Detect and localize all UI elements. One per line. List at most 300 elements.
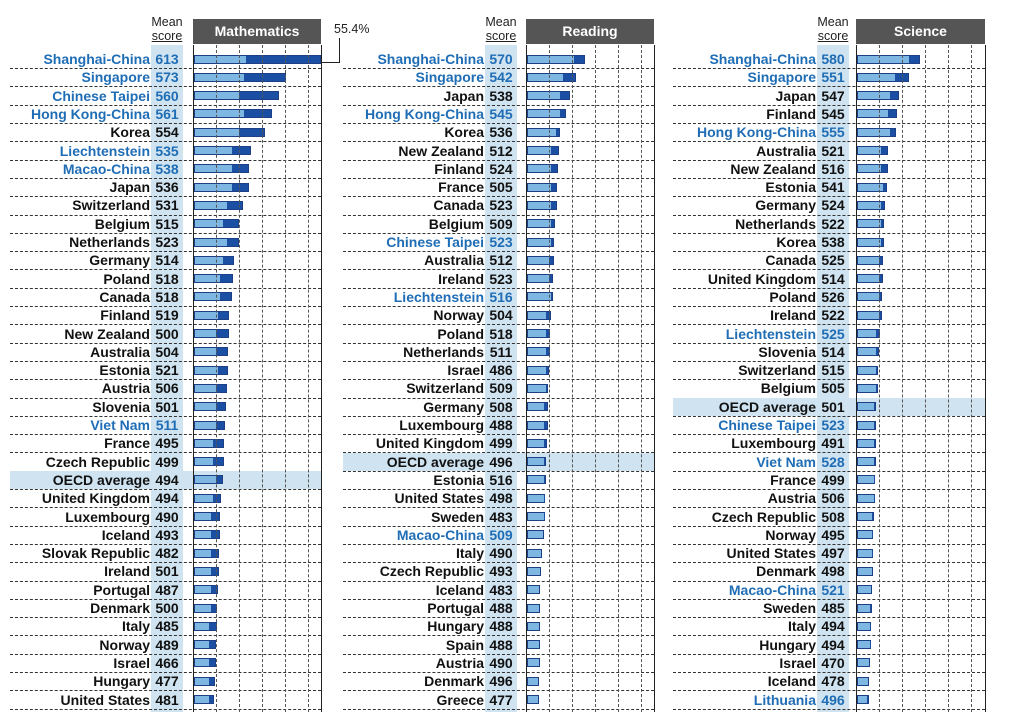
- science-axis: [856, 45, 857, 712]
- mean-score-value: 478: [821, 673, 845, 690]
- mean-score-value: 521: [821, 142, 845, 159]
- mean-score-value: 495: [821, 526, 845, 543]
- percentage-bar: [857, 91, 899, 100]
- mean-score-value: 526: [821, 288, 845, 305]
- percentage-bar: [857, 109, 897, 118]
- mean-score-value: 488: [489, 600, 513, 616]
- country-name: Hungary: [427, 618, 484, 635]
- country-name: Norway: [765, 526, 816, 543]
- bar-light-segment: [858, 275, 879, 282]
- country-name: Luxembourg: [65, 508, 150, 525]
- bar-light-segment: [858, 495, 874, 502]
- percentage-bar: [857, 128, 896, 137]
- percentage-bar: [857, 622, 871, 631]
- country-name: Lithuania: [753, 691, 816, 708]
- mean-score-value: 494: [155, 490, 179, 507]
- mean-score-value: 514: [155, 252, 179, 269]
- bar-light-segment: [858, 330, 876, 337]
- mean-score-value: 485: [155, 618, 179, 635]
- percentage-bar: [857, 201, 885, 210]
- mean-score-value: 505: [489, 179, 513, 196]
- bar-dark-segment: [888, 110, 895, 117]
- mean-score-value: 490: [155, 508, 179, 525]
- country-name: Slovak Republic: [41, 545, 150, 562]
- bar-light-segment: [858, 696, 867, 703]
- country-name: Hong Kong-China: [697, 124, 816, 141]
- mean-score-value: 613: [155, 51, 179, 67]
- mean-score-value: 490: [489, 654, 513, 671]
- mean-score-value: 496: [489, 673, 513, 690]
- bar-light-segment: [858, 678, 868, 685]
- country-name: Macao-China: [728, 581, 816, 598]
- bar-dark-segment: [881, 147, 887, 154]
- mean-score-value: 488: [489, 636, 513, 653]
- bar-light-segment: [858, 239, 881, 246]
- country-name: Singapore: [747, 69, 816, 86]
- mean-score-value: 477: [489, 691, 513, 708]
- country-name: Chinese Taipei: [718, 417, 816, 433]
- bar-light-segment: [858, 458, 874, 465]
- mean-score-value: 523: [489, 197, 513, 214]
- country-name: Liechtenstein: [393, 288, 484, 305]
- country-name: Netherlands: [403, 343, 484, 360]
- country-name: Shanghai-China: [709, 51, 816, 67]
- bar-dark-segment: [909, 56, 919, 63]
- mean-score-value: 488: [489, 417, 513, 433]
- mean-score-value: 477: [155, 673, 179, 690]
- mean-score-value: 554: [155, 124, 179, 141]
- mean-score-value: 522: [821, 307, 845, 324]
- bar-light-segment: [858, 659, 869, 666]
- percentage-bar: [857, 530, 873, 539]
- percentage-bar: [857, 658, 870, 667]
- row-separator: [673, 709, 985, 710]
- country-name: Korea: [110, 124, 150, 141]
- percentage-bar: [857, 640, 871, 649]
- mean-score-value: 481: [155, 691, 179, 708]
- country-name: Estonia: [765, 179, 816, 196]
- bar-dark-segment: [876, 348, 878, 355]
- country-name: Japan: [443, 87, 484, 104]
- percentage-bar: [857, 219, 884, 228]
- country-name: Sweden: [763, 600, 816, 616]
- country-name: Finland: [434, 160, 484, 177]
- mean-score-value: 518: [155, 288, 179, 305]
- country-name: Hungary: [93, 673, 150, 690]
- mean-score-value: 518: [489, 325, 513, 342]
- mean-score-value: 505: [821, 380, 845, 397]
- bar-dark-segment: [874, 440, 875, 447]
- vertical-gridline: [925, 45, 926, 712]
- country-name: Canada: [765, 252, 816, 269]
- mean-score-value: 538: [489, 87, 513, 104]
- percentage-bar: [857, 475, 875, 484]
- percentage-bar: [857, 677, 869, 686]
- mean-score-value: 515: [821, 362, 845, 379]
- country-name: Poland: [103, 270, 150, 287]
- country-name: Spain: [445, 636, 484, 653]
- mean-score-value: 506: [821, 490, 845, 507]
- country-name: United States: [60, 691, 150, 708]
- mean-score-value: 498: [489, 490, 513, 507]
- country-name: Poland: [769, 288, 816, 305]
- mean-score-value: 483: [489, 581, 513, 598]
- country-name: Singapore: [81, 69, 150, 86]
- mean-score-value: 487: [155, 581, 179, 598]
- mean-score-value: 509: [489, 380, 513, 397]
- bar-dark-segment: [872, 550, 873, 557]
- country-name: Hong Kong-China: [365, 105, 484, 122]
- mean-score-value: 499: [489, 435, 513, 452]
- vertical-gridline: [902, 45, 903, 712]
- percentage-bar: [857, 384, 878, 393]
- country-name: Hungary: [759, 636, 816, 653]
- mean-score-value: 519: [155, 307, 179, 324]
- country-name: Macao-China: [62, 160, 150, 177]
- bar-dark-segment: [881, 220, 883, 227]
- mean-score-value: 518: [155, 270, 179, 287]
- country-name: Israel: [113, 654, 150, 671]
- country-name: OECD average: [386, 453, 484, 470]
- mean-score-value: 525: [821, 325, 845, 342]
- mean-score-value: 551: [821, 69, 845, 86]
- mean-score-value: 494: [155, 471, 179, 488]
- mean-score-value: 515: [155, 215, 179, 232]
- mean-score-value: 516: [489, 471, 513, 488]
- percentage-bar: [857, 311, 882, 320]
- country-name: OECD average: [52, 471, 150, 488]
- vertical-gridline: [879, 45, 880, 712]
- mean-score-value: 514: [821, 343, 845, 360]
- country-name: Germany: [89, 252, 150, 269]
- mean-score-value: 523: [821, 417, 845, 433]
- bar-light-segment: [858, 367, 876, 374]
- bar-light-segment: [858, 440, 874, 447]
- country-name: Liechtenstein: [725, 325, 816, 342]
- country-name: Italy: [455, 545, 484, 562]
- bar-dark-segment: [881, 239, 883, 246]
- percentage-bar: [857, 457, 876, 466]
- country-name: Netherlands: [69, 234, 150, 250]
- mean-score-value: 521: [821, 581, 845, 598]
- mean-score-value: 493: [155, 526, 179, 543]
- mean-score-value: 509: [489, 526, 513, 543]
- mean-score-value: 504: [489, 307, 513, 324]
- percentage-bar: [857, 329, 880, 338]
- country-name: Shanghai-China: [377, 51, 484, 67]
- country-name: Iceland: [435, 581, 484, 598]
- country-name: Denmark: [90, 600, 150, 616]
- country-name: Chinese Taipei: [52, 87, 150, 104]
- country-name: Portugal: [93, 581, 150, 598]
- mean-score-value: 482: [155, 545, 179, 562]
- bar-light-segment: [858, 92, 890, 99]
- bar-light-segment: [858, 422, 874, 429]
- science-mean-score-header: [813, 15, 853, 43]
- mean-score-value: 490: [489, 545, 513, 562]
- country-name: Norway: [433, 307, 484, 324]
- vertical-gridline: [971, 45, 972, 712]
- score-label: score: [485, 29, 517, 43]
- mean-score-value: 485: [821, 600, 845, 616]
- country-name: Switzerland: [406, 380, 484, 397]
- bar-light-segment: [858, 531, 872, 538]
- bar-light-segment: [858, 385, 876, 392]
- mean-score-value: 555: [821, 124, 845, 141]
- country-name: Hong Kong-China: [31, 105, 150, 122]
- bar-dark-segment: [881, 165, 887, 172]
- mean-score-value: 547: [821, 87, 845, 104]
- country-name: Viet Nam: [90, 417, 150, 433]
- mean-score-value: 536: [155, 179, 179, 196]
- percentage-bar: [857, 146, 888, 155]
- percentage-bar: [857, 512, 874, 521]
- bar-light-segment: [858, 348, 876, 355]
- country-name: Belgium: [94, 215, 150, 232]
- mean-score-value: 501: [155, 398, 179, 415]
- country-name: United Kingdom: [41, 490, 150, 507]
- mean-score-value: 521: [155, 362, 179, 379]
- country-name: Australia: [424, 252, 484, 269]
- country-name: Italy: [121, 618, 150, 635]
- percentage-bar: [857, 567, 873, 576]
- mean-score-value: 560: [155, 87, 179, 104]
- country-name: Germany: [755, 197, 816, 214]
- country-name: Portugal: [427, 600, 484, 616]
- score-label: score: [151, 29, 183, 43]
- bar-dark-segment: [870, 623, 871, 630]
- mean-score-value: 516: [821, 160, 845, 177]
- mean-score-value: 570: [489, 51, 513, 67]
- percentage-bar: [857, 164, 888, 173]
- mathematics-title: Mathematics: [193, 19, 321, 44]
- percentage-bar: [857, 494, 875, 503]
- country-name: Israel: [447, 362, 484, 379]
- mean-score-value: 541: [821, 179, 845, 196]
- country-name: Poland: [437, 325, 484, 342]
- mean-score-value: 494: [821, 636, 845, 653]
- bar-light-segment: [858, 165, 881, 172]
- mean-score-value: 488: [489, 618, 513, 635]
- mean-score-value: 511: [155, 417, 179, 433]
- mean-score-value: 500: [155, 600, 179, 616]
- bar-light-segment: [858, 202, 881, 209]
- bar-dark-segment: [872, 513, 873, 520]
- percentage-bar: [857, 421, 876, 430]
- country-name: France: [104, 435, 150, 452]
- bar-light-segment: [858, 257, 879, 264]
- percentage-bar: [857, 366, 878, 375]
- mean-score-value: 524: [821, 197, 845, 214]
- bar-dark-segment: [890, 129, 894, 136]
- overflow-value-label: 55.4%: [334, 22, 370, 36]
- mean-score-value: 489: [155, 636, 179, 653]
- bar-light-segment: [858, 476, 874, 483]
- country-name: Liechtenstein: [59, 142, 150, 159]
- country-name: France: [770, 471, 816, 488]
- country-name: Japan: [775, 87, 816, 104]
- country-name: Singapore: [415, 69, 484, 86]
- mean-score-value: 535: [155, 142, 179, 159]
- mean-score-value: 522: [821, 215, 845, 232]
- country-name: Canada: [99, 288, 150, 305]
- country-name: Estonia: [433, 471, 484, 488]
- mean-score-value: 524: [489, 160, 513, 177]
- country-name: Norway: [99, 636, 150, 653]
- bar-light-segment: [858, 312, 879, 319]
- country-name: New Zealand: [398, 142, 484, 159]
- mean-score-value: 494: [821, 618, 845, 635]
- vertical-gridline: [948, 45, 949, 712]
- country-name: Viet Nam: [756, 453, 816, 470]
- bar-light-segment: [858, 641, 870, 648]
- mean-score-value: 525: [821, 252, 845, 269]
- mean-score-value: 497: [821, 545, 845, 562]
- bar-dark-segment: [883, 184, 885, 191]
- mean-score-value: 561: [155, 105, 179, 122]
- mean-score-value: 573: [155, 69, 179, 86]
- country-name: Macao-China: [396, 526, 484, 543]
- country-name: Austria: [767, 490, 816, 507]
- country-name: Italy: [787, 618, 816, 635]
- mean-score-value: 523: [489, 234, 513, 250]
- mean-score-value: 536: [489, 124, 513, 141]
- country-name: Israel: [779, 654, 816, 671]
- country-name: Sweden: [431, 508, 484, 525]
- reading-title: Reading: [526, 19, 654, 44]
- mean-score-value: 523: [489, 270, 513, 287]
- bar-light-segment: [858, 403, 874, 410]
- country-name: Slovenia: [758, 343, 816, 360]
- country-name: Canada: [433, 197, 484, 214]
- mean-score-value: 523: [155, 234, 179, 250]
- science-title: Science: [856, 19, 985, 44]
- bar-dark-segment: [874, 458, 875, 465]
- mean-score-value: 491: [821, 435, 845, 452]
- bar-dark-segment: [876, 367, 877, 374]
- country-name: Ireland: [770, 307, 816, 324]
- country-name: Japan: [109, 179, 150, 196]
- percentage-bar: [857, 55, 920, 64]
- bar-light-segment: [858, 220, 881, 227]
- mean-score-value: 508: [821, 508, 845, 525]
- mean-score-value: 501: [155, 563, 179, 580]
- bar-light-segment: [858, 293, 879, 300]
- bar-light-segment: [858, 586, 871, 593]
- bar-light-segment: [858, 623, 870, 630]
- bar-dark-segment: [876, 385, 877, 392]
- mean-score-value: 512: [489, 252, 513, 269]
- country-name: Australia: [756, 142, 816, 159]
- country-name: Shanghai-China: [43, 51, 150, 67]
- mean-score-value: 516: [489, 288, 513, 305]
- bar-dark-segment: [867, 696, 868, 703]
- country-name: Belgium: [760, 380, 816, 397]
- mean-score-value: 580: [821, 51, 845, 67]
- country-name: Iceland: [767, 673, 816, 690]
- percentage-bar: [857, 347, 879, 356]
- country-name: New Zealand: [730, 160, 816, 177]
- country-name: Korea: [776, 234, 816, 250]
- mean-score-value: 466: [155, 654, 179, 671]
- country-name: Switzerland: [738, 362, 816, 379]
- percentage-bar: [857, 402, 876, 411]
- country-name: Finland: [766, 105, 816, 122]
- mean-label: Mean: [817, 15, 849, 29]
- bar-light-segment: [858, 513, 872, 520]
- country-name: OECD average: [718, 398, 816, 415]
- mean-score-value: 496: [489, 453, 513, 470]
- bar-light-segment: [858, 129, 890, 136]
- country-name: United Kingdom: [375, 435, 484, 452]
- mean-score-value: 511: [489, 343, 513, 360]
- bar-dark-segment: [881, 202, 884, 209]
- country-name: Austria: [101, 380, 150, 397]
- mean-score-value: 498: [821, 563, 845, 580]
- bar-dark-segment: [874, 422, 875, 429]
- bar-light-segment: [858, 550, 872, 557]
- bar-light-segment: [858, 605, 870, 612]
- mean-score-value: 495: [155, 435, 179, 452]
- country-name: Australia: [90, 343, 150, 360]
- mean-score-value: 499: [821, 471, 845, 488]
- bar-light-segment: [858, 74, 895, 81]
- mean-score-value: 493: [489, 563, 513, 580]
- country-name: Slovenia: [92, 398, 150, 415]
- mean-score-value: 506: [155, 380, 179, 397]
- country-name: United States: [394, 490, 484, 507]
- country-name: Luxembourg: [399, 417, 484, 433]
- bar-light-segment: [858, 568, 872, 575]
- country-name: Estonia: [99, 362, 150, 379]
- country-name: Austria: [435, 654, 484, 671]
- country-name: Greece: [436, 691, 484, 708]
- mean-score-value: 499: [155, 453, 179, 470]
- country-name: New Zealand: [64, 325, 150, 342]
- percentage-bar: [857, 439, 876, 448]
- bar-dark-segment: [870, 605, 871, 612]
- mean-score-value: 538: [821, 234, 845, 250]
- country-name: Denmark: [756, 563, 816, 580]
- country-name: France: [438, 179, 484, 196]
- country-name: United States: [726, 545, 816, 562]
- country-name: Czech Republic: [379, 563, 484, 580]
- percentage-bar: [857, 549, 873, 558]
- mean-score-value: 504: [155, 343, 179, 360]
- country-name: Czech Republic: [45, 453, 150, 470]
- country-name: Germany: [423, 398, 484, 415]
- mean-score-value: 545: [821, 105, 845, 122]
- country-name: Iceland: [101, 526, 150, 543]
- country-name: Ireland: [438, 270, 484, 287]
- mean-score-value: 501: [821, 398, 845, 415]
- mean-score-value: 509: [489, 215, 513, 232]
- country-name: Luxembourg: [731, 435, 816, 452]
- bar-dark-segment: [872, 531, 873, 538]
- mean-score-value: 508: [489, 398, 513, 415]
- bar-dark-segment: [890, 92, 897, 99]
- country-name: Belgium: [428, 215, 484, 232]
- science-right-border: [985, 45, 986, 712]
- mean-score-value: 483: [489, 508, 513, 525]
- country-name: Netherlands: [735, 215, 816, 232]
- percentage-bar: [857, 695, 869, 704]
- percentage-bar: [857, 585, 872, 594]
- bar-light-segment: [858, 110, 888, 117]
- country-name: Korea: [444, 124, 484, 141]
- mean-score-value: 500: [155, 325, 179, 342]
- bar-dark-segment: [874, 403, 875, 410]
